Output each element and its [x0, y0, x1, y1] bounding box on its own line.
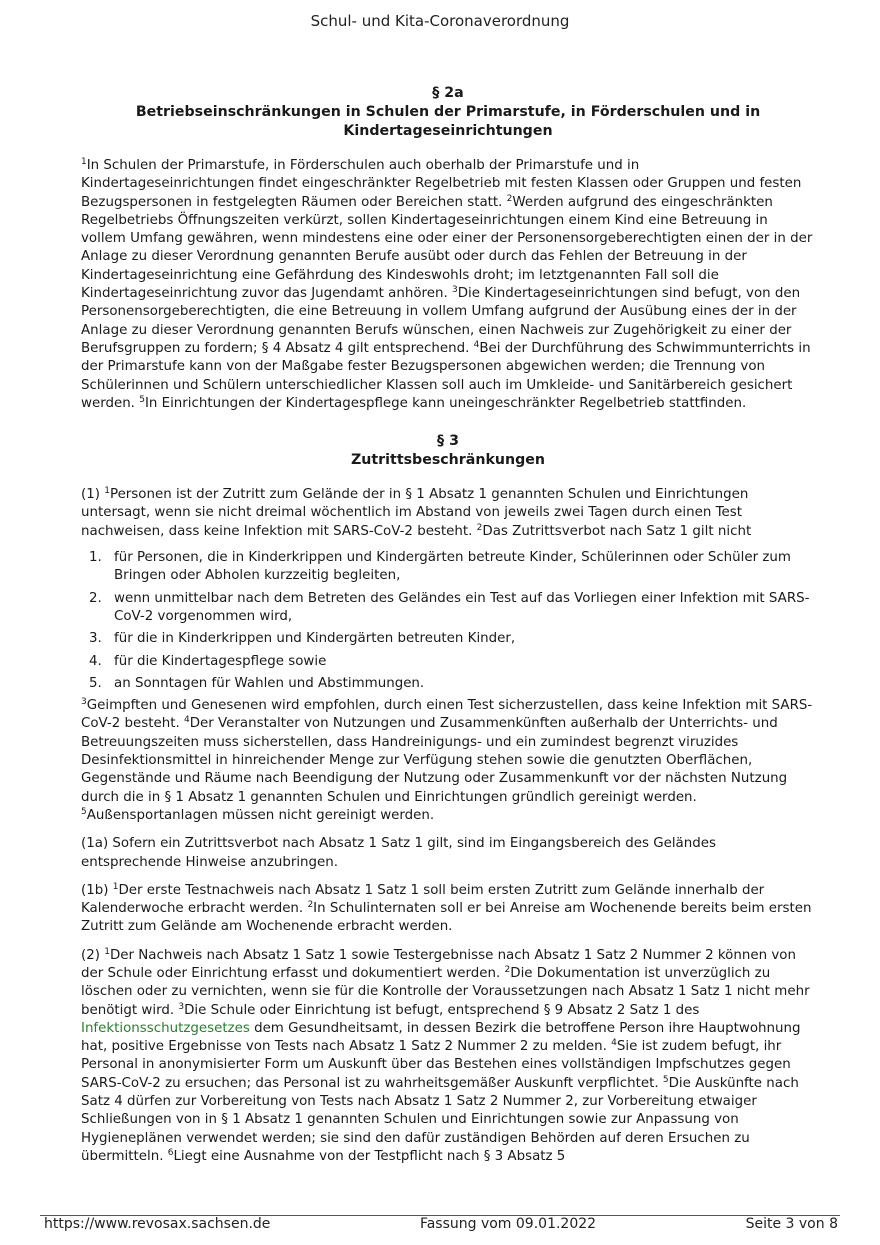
list-item: [81, 653, 815, 671]
sentence: Sie ist zudem befugt, ihr Personal in anonymisierter Form um Auskunft über das Bestehen eines vollständigen Impfschutzes gegen SARS-CoV-2 zu ersuchen; das Personal ist zu wahrheitsgemäßer Auskunft verpflichtet.: [81, 1039, 791, 1091]
sentence: Die Auskünfte nach Satz 4 dürfen zur Vorbereitung von Tests nach Absatz 1 Satz 2 Nummer 2, zur Vorbereitung etwaiger Schließungen von in § 1 Absatz 1 genannten Schulen und Einrichtungen sowie zur Anpassung von Hygieneplänen verwendet werden; sie sind den dafür zuständigen Behörden auf deren Ersuchen zu übermitteln.: [81, 1075, 799, 1164]
sentence: Geimpften und Genesenen wird empfohlen, durch einen Test sicherzustellen, dass keine Infektion mit SARS-CoV-2 besteht.: [81, 698, 813, 732]
list-item-text: für die in Kinderkrippen und Kindergärten betreuten Kinder,: [114, 631, 516, 647]
section-number: § 3: [437, 433, 459, 450]
sentence: Personen ist der Zutritt zum Gelände der in § 1 Absatz 1 genannten Schulen und Einrichtungen untersagt, wenn sie nicht dreimal wöchentlich im Abstand von jeweils zwei Tagen durch einen Test nachweisen, dass keine Infektion mit SARS-CoV-2 besteht.: [81, 487, 749, 539]
sentence: Der erste Testnachweis nach Absatz 1 Satz 1 soll beim ersten Zutritt zum Gelände innerhalb der Kalenderwoche erbracht werden.: [81, 882, 765, 917]
list-item-number: 3.: [89, 631, 102, 647]
section-3-absatz-1b: [81, 882, 815, 937]
sentence: In Schulen der Primarstufe, in Förderschulen auch oberhalb der Primarstufe und in Kindertageseinrichtungen findet eingeschränkter Regelbetrieb mit festen Klassen oder Gruppen und festen Bezugspersonen in festgelegten Räumen oder Bereichen statt.: [81, 158, 802, 210]
list-item-text: an Sonntagen für Wahlen und Abstimmungen.: [114, 675, 425, 691]
sentence: dem Gesundheitsamt, in dessen Bezirk die betroffene Person ihre Hauptwohnung hat, positive Ergebnisse von Tests nach Absatz 1 Satz 2 Nummer 2 zu melden.: [81, 1020, 801, 1055]
section-title: Betriebseinschränkungen in Schulen der Primarstufe, in Förderschulen und in Kindertageseinrichtungen: [135, 104, 761, 139]
sentence-number: 1: [81, 157, 87, 167]
list-item: [81, 590, 815, 627]
sentence-number: 2: [504, 964, 511, 975]
list-item-text: für die Kindertagespflege sowie: [114, 653, 327, 669]
sentence-number: 4: [611, 1038, 617, 1049]
footer-page-number: Seite 3 von 8: [745, 1216, 838, 1232]
sentence-number: 1: [112, 881, 119, 892]
sentence: Liegt eine Ausnahme von der Testpflicht nach § 3 Absatz 5: [173, 1148, 566, 1164]
sentence: Außensportanlagen müssen nicht gereinigt werden.: [86, 807, 435, 823]
sentence: Der Veranstalter von Nutzungen und Zusammenkünften außerhalb der Unterrichts- und Betreuungszeiten muss sicherstellen, dass Handreinigungs- und ein zumindest begrenzt viruzides Desinfektionsmittel in hinreichender Menge zur Verfügung stehen sowie die genutzten Oberflächen, Gegenstände und Räume nach Beendigung der Nutzung oder Zusammenkunft vor der nächsten Nutzung durch die in § 1 Absatz 1 genannten Schulen und Einrichtungen gründlich gereinigt werden.: [81, 716, 788, 805]
list-item-number: 5.: [89, 675, 102, 691]
document-body: [81, 84, 815, 1166]
absatz-label: (1): [81, 487, 105, 503]
sentence: Der Nachweis nach Absatz 1 Satz 1 sowie Testergebnisse nach Absatz 1 Satz 2 Nummer 2 können von der Schule oder Einrichtung erfasst und dokumentiert werden.: [81, 947, 796, 981]
sentence: Bei der Durchführung des Schwimmunterrichts in der Primarstufe kann von der Maßgabe fester Bezugspersonen abgewichen werden; die Trennung von Schülerinnen und Schülern unterschiedlicher Klassen soll auch im Umkleide- und Sanitärbereich gesichert werden.: [81, 340, 811, 411]
sentence-number: 1: [104, 946, 110, 957]
sentence-number: 1: [104, 486, 110, 497]
sentence-number: 3: [178, 1001, 185, 1012]
list-item: [81, 549, 815, 586]
sentence-number: 3: [81, 697, 87, 708]
section-3-absatz-1: [81, 486, 815, 541]
sentence: Werden aufgrund des eingeschränkten Regelbetriebs Öffnungszeiten verkürzt, sollen Kindertageseinrichtungen einem Kind eine Betreuung in vollem Umfang gewähren, wenn mindestens eine oder einer der Personensorgeberechtigten einen der in der Anlage zu dieser Verordnung genannten Berufe ausübt oder durch das Fehlen der Betreuung in der Kindertageseinrichtung eine Gefährdung des Kindeswohls droht; im letztgenannten Fall soll die Kindertageseinrichtung zuvor das Jugendamt anhören.: [81, 194, 813, 302]
absatz-label: (2): [81, 947, 105, 963]
sentence: Die Kindertageseinrichtungen sind befugt, von den Personensorgeberechtigten, die eine Betreuung in vollem Umfang aufgrund der Ausübung eines der in der Anlage zu dieser Verordnung genannten Berufs wünschen, einen Nachweis zur Zugehörigkeit zu einer der Berufsgruppen zu fordern; § 4 Absatz 4 gilt entsprechend.: [81, 286, 801, 356]
sentence: Die Dokumentation ist unverzüglich zu löschen oder zu vernichten, wenn sie für die Kontrolle der Voraussetzungen nach Absatz 1 Satz 1 nicht mehr benötigt wird.: [81, 965, 810, 1018]
list-item-text: wenn unmittelbar nach dem Betreten des Geländes ein Test auf das Vorliegen einer Infektion mit SARS-CoV-2 vorgenommen wird,: [114, 590, 810, 624]
page-header-title: Schul- und Kita-Coronaverordnung: [310, 12, 570, 30]
sentence-number: 4: [183, 715, 190, 726]
list-item: [81, 675, 815, 693]
sentence-number: 2: [506, 193, 513, 204]
list-item-text: für Personen, die in Kinderkrippen und Kindergärten betreute Kinder, Schülerinnen oder Schüler zum Bringen oder Abholen kurzzeitig begleiten,: [114, 550, 791, 584]
sentence-number: 5: [139, 394, 145, 405]
section-3-absatz-1-continued: [81, 697, 815, 825]
absatz-label: (1b): [81, 882, 113, 898]
sentence: In Einrichtungen der Kindertagespflege kann uneingeschränkter Regelbetrieb stattfinden.: [144, 395, 747, 411]
page-footer: [44, 1216, 838, 1232]
section-number: § 2a: [432, 85, 464, 101]
list-item-number: 1.: [89, 550, 102, 566]
sentence-number: 6: [167, 1147, 174, 1158]
list-item: [81, 630, 815, 648]
sentence-number: 4: [473, 339, 480, 350]
section-title: Zutrittsbeschränkungen: [351, 452, 545, 469]
section-3-absatz-2: [81, 947, 815, 1167]
sentence-number: 3: [451, 285, 458, 296]
section-2a-paragraph: [81, 157, 815, 413]
sentence: Das Zutrittsverbot nach Satz 1 gilt nicht: [482, 523, 752, 539]
list-item-number: 2.: [89, 590, 102, 606]
sentence-number: 2: [307, 900, 314, 911]
sentence-number: 2: [476, 522, 483, 533]
exceptions-list: [81, 549, 815, 693]
sentence-number: 5: [662, 1074, 669, 1085]
sentence: Die Schule oder Einrichtung ist befugt, entsprechend § 9 Absatz 2 Satz 1 des: [184, 1002, 700, 1018]
sentence-number: 5: [81, 806, 87, 817]
list-item-number: 4.: [89, 653, 102, 669]
sentence: In Schulinternaten soll er bei Anreise am Wochenende bereits beim ersten Zutritt zum Gelände am Wochenende erbracht werden.: [81, 901, 812, 935]
footer-url[interactable]: https://www.revosax.sachsen.de: [44, 1216, 271, 1232]
footer-version: Fassung vom 09.01.2022: [419, 1216, 597, 1232]
section-3-heading: [81, 432, 815, 470]
section-2a-heading: [81, 84, 815, 141]
infektionsschutzgesetz-link[interactable]: Infektionsschutzgesetzes: [81, 1020, 250, 1036]
section-3-absatz-1a: (1a) Sofern ein Zutrittsverbot nach Absatz 1 Satz 1 gilt, sind im Eingangsbereich des Geländes entsprechende Hinweise anzubringen.: [81, 836, 716, 870]
